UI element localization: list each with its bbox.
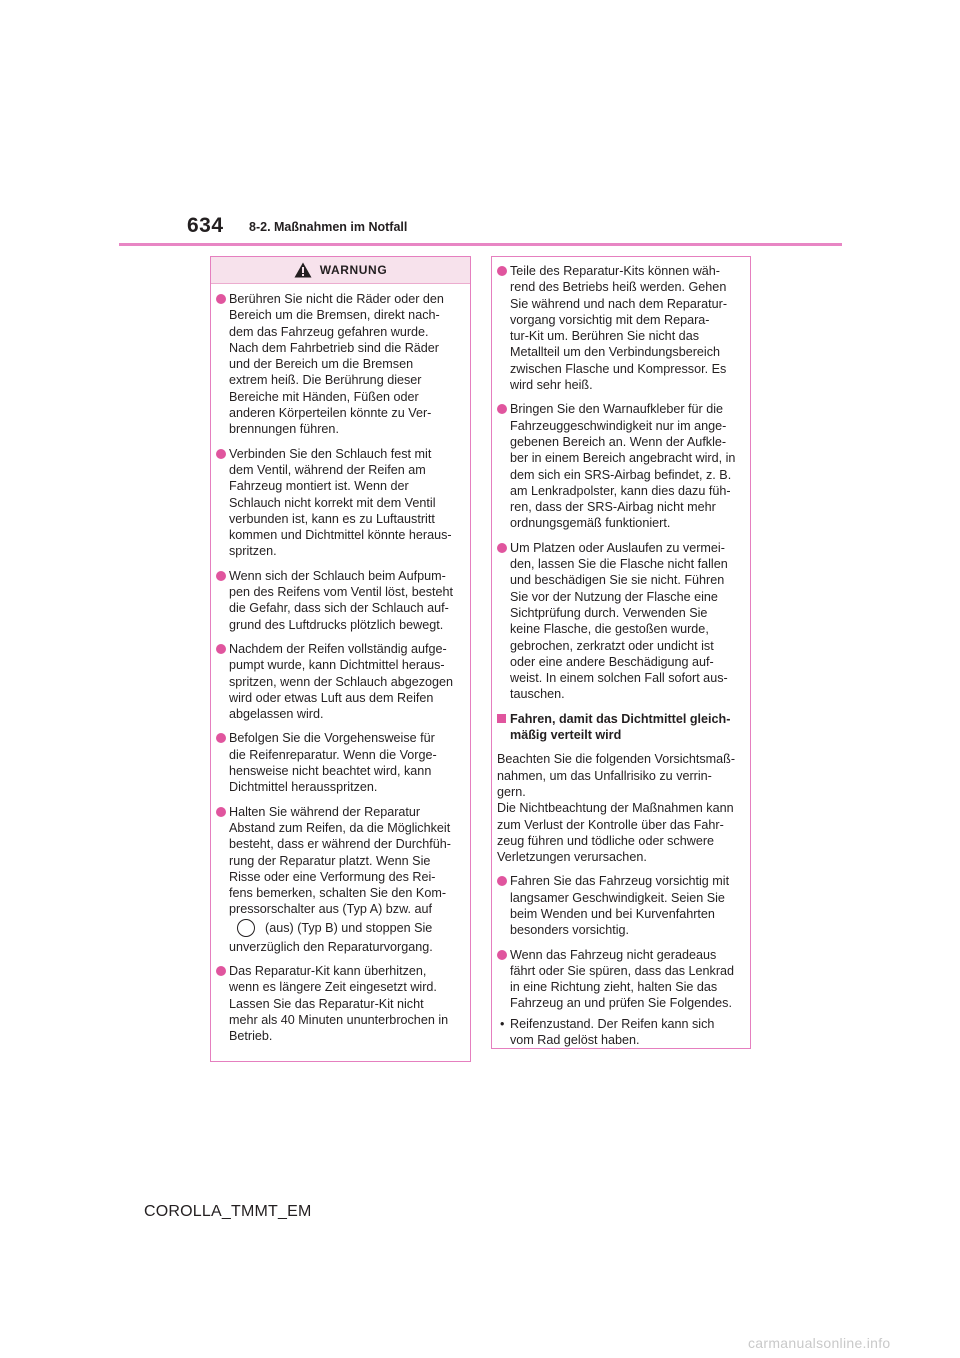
paragraph-text: Die Nichtbeachtung der Maßnahmen kann zum Verlust der Kontrolle über das Fahr- zeug führen und tödliche oder schwere Verletzungen verursachen. xyxy=(497,801,734,865)
sub-bullet-item xyxy=(492,1016,750,1049)
list-item-text: Nachdem der Reifen vollständig aufge- pumpt wurde, kann Dichtmittel heraus- spritzen, wenn der Schlauch abgezogen wird oder etwas Luft aus dem Reifen abgelassen wird. xyxy=(229,641,454,722)
document-code: COROLLA_TMMT_EM xyxy=(144,1203,312,1220)
bullet-dot-icon xyxy=(216,644,226,654)
paragraph xyxy=(492,751,750,865)
list-item xyxy=(211,446,470,560)
list-item-text: Halten Sie während der Reparatur Abstand zum Reifen, da die Möglichkeit besteht, dass er während der Durchfüh- rung der Reparatur platzt. Wenn Sie Risse oder eine Verformung des Rei- fens bemerken, schalten Sie den Kom- pressorschalter aus (Typ A) bzw. auf xyxy=(229,804,451,917)
list-item-text-continued: unverzüglich den Reparaturvorgang. xyxy=(229,939,433,954)
list-item-text: Das Reparatur-Kit kann überhitzen, wenn es längere Zeit eingesetzt wird. Lassen Sie das Reparatur-Kit nicht mehr als 40 Minuten ununterbrochen in Betrieb. xyxy=(229,963,449,1044)
list-item xyxy=(211,963,470,1044)
warning-header xyxy=(211,257,470,284)
list-item xyxy=(211,291,470,438)
list-item-text: Befolgen Sie die Vorgehensweise für die Reifenreparatur. Wenn die Vorge- hensweise nicht beachtet wird, kann Dichtmittel herausspritzen. xyxy=(229,731,437,795)
list-item xyxy=(492,540,750,703)
page-number: 634 xyxy=(187,214,224,237)
warning-box-left xyxy=(210,256,471,1062)
list-item xyxy=(211,804,470,955)
list-item xyxy=(492,873,750,938)
bullet-dot-icon xyxy=(216,571,226,581)
bullet-dot-icon xyxy=(497,950,507,960)
watermark-link[interactable]: carmanualsonline.info xyxy=(748,1335,891,1351)
bullet-dot-icon xyxy=(497,404,507,414)
section-title: 8-2. Maßnahmen im Notfall xyxy=(249,220,408,234)
header-rule xyxy=(119,243,842,246)
list-item-text: Wenn das Fahrzeug nicht geradeaus fährt oder Sie spüren, dass das Lenkrad in eine Richtung zieht, halten Sie das Fahrzeug an und prüfen Sie Folgendes. xyxy=(510,947,735,1011)
bullet-dot-icon xyxy=(497,266,507,276)
paragraph-text: Beachten Sie die folgenden Vorsichtsmaß- nahmen, um das Unfallrisiko zu verrin- gern. xyxy=(497,752,736,799)
bullet-dot-icon xyxy=(216,733,226,743)
sub-bullet-mark: • xyxy=(500,1016,505,1031)
bullet-dot-icon xyxy=(497,543,507,553)
list-item-text: Bringen Sie den Warnaufkleber für die Fahrzeuggeschwindigkeit nur im ange- gebenen Bereich an. Wenn der Aufkle- ber in einem Bereich angebracht wird, in dem sich ein SRS-Airbag befindet, z. B. am Lenkradpolster, kann dies dazu füh- ren, dass der SRS-Airbag nicht mehr ordnungsgemäß funktioniert. xyxy=(510,402,736,531)
section-heading xyxy=(492,711,750,744)
list-item-text: Teile des Reparatur-Kits können wäh- rend des Betriebs heiß werden. Gehen Sie während und nach dem Reparatur- vorgang vorsichtig mit dem Repara- tur-Kit um. Berühren Sie nicht das Metallteil um den Verbindungsbereich zwischen Flasche und Kompressor. Es wird sehr heiß. xyxy=(510,264,728,393)
list-item xyxy=(211,641,470,722)
list-item xyxy=(211,568,470,633)
section-heading-text: Fahren, damit das Dichtmittel gleich- mäßig verteilt wird xyxy=(510,711,731,743)
bullet-dot-icon xyxy=(216,966,226,976)
list-item xyxy=(492,263,750,393)
list-item-text: Um Platzen oder Auslaufen zu vermei- den, lassen Sie die Flasche nicht fallen und beschädigen Sie sie nicht. Führen Sie vor der Nutzung der Flasche eine Sichtprüfung durch. Verwenden Sie keine Flasche, die gestoßen wurde, gebrochen, zerkratzt oder undicht ist oder eine andere Beschädigung auf- weist. In einem solchen Fall sofort aus- tauschen. xyxy=(510,540,728,702)
list-item xyxy=(492,401,750,531)
list-item-text: Fahren Sie das Fahrzeug vorsichtig mit langsamer Geschwindigkeit. Seien Sie beim Wenden und bei Kurvenfahrten besonders vorsichtig. xyxy=(510,874,730,938)
power-off-icon xyxy=(237,919,255,937)
sub-bullet-text: Reifenzustand. Der Reifen kann sich vom Rad gelöst haben. xyxy=(510,1016,715,1048)
list-item-text: Verbinden Sie den Schlauch fest mit dem Ventil, während der Reifen am Fahrzeug montiert ist. Wenn der Schlauch nicht korrekt mit dem Ventil verbunden ist, kann es zu Luftaustritt kommen und Dichtmittel könnte heraus- spritzen. xyxy=(229,446,452,559)
warning-box-right xyxy=(491,256,751,1049)
list-item xyxy=(211,730,470,795)
list-item-text: Berühren Sie nicht die Räder oder den Bereich um die Bremsen, direkt nach- dem das Fahrzeug gefahren wurde. Nach dem Fahrbetrieb sind die Räder und der Bereich um die Bremsen extrem heiß. Die Berührung dieser Bereiche mit Händen, Füßen oder anderen Körperteilen könnte zu Ver- brennungen führen. xyxy=(229,292,444,437)
power-icon-caption: (aus) (Typ B) und stoppen Sie xyxy=(265,920,433,935)
bullet-dot-icon xyxy=(497,876,507,886)
bullet-dot-icon xyxy=(216,449,226,459)
power-icon-line xyxy=(229,919,464,937)
list-item-text: Wenn sich der Schlauch beim Aufpum- pen des Reifens vom Ventil löst, besteht die Gefahr, dass sich der Schlauch auf- grund des Luftdrucks plötzlich bewegt. xyxy=(229,568,454,632)
warning-triangle-icon xyxy=(294,262,312,278)
bullet-dot-icon xyxy=(216,294,226,304)
square-bullet-icon xyxy=(497,714,506,723)
warning-label: WARNUNG xyxy=(319,262,388,277)
list-item xyxy=(492,947,750,1012)
bullet-dot-icon xyxy=(216,807,226,817)
